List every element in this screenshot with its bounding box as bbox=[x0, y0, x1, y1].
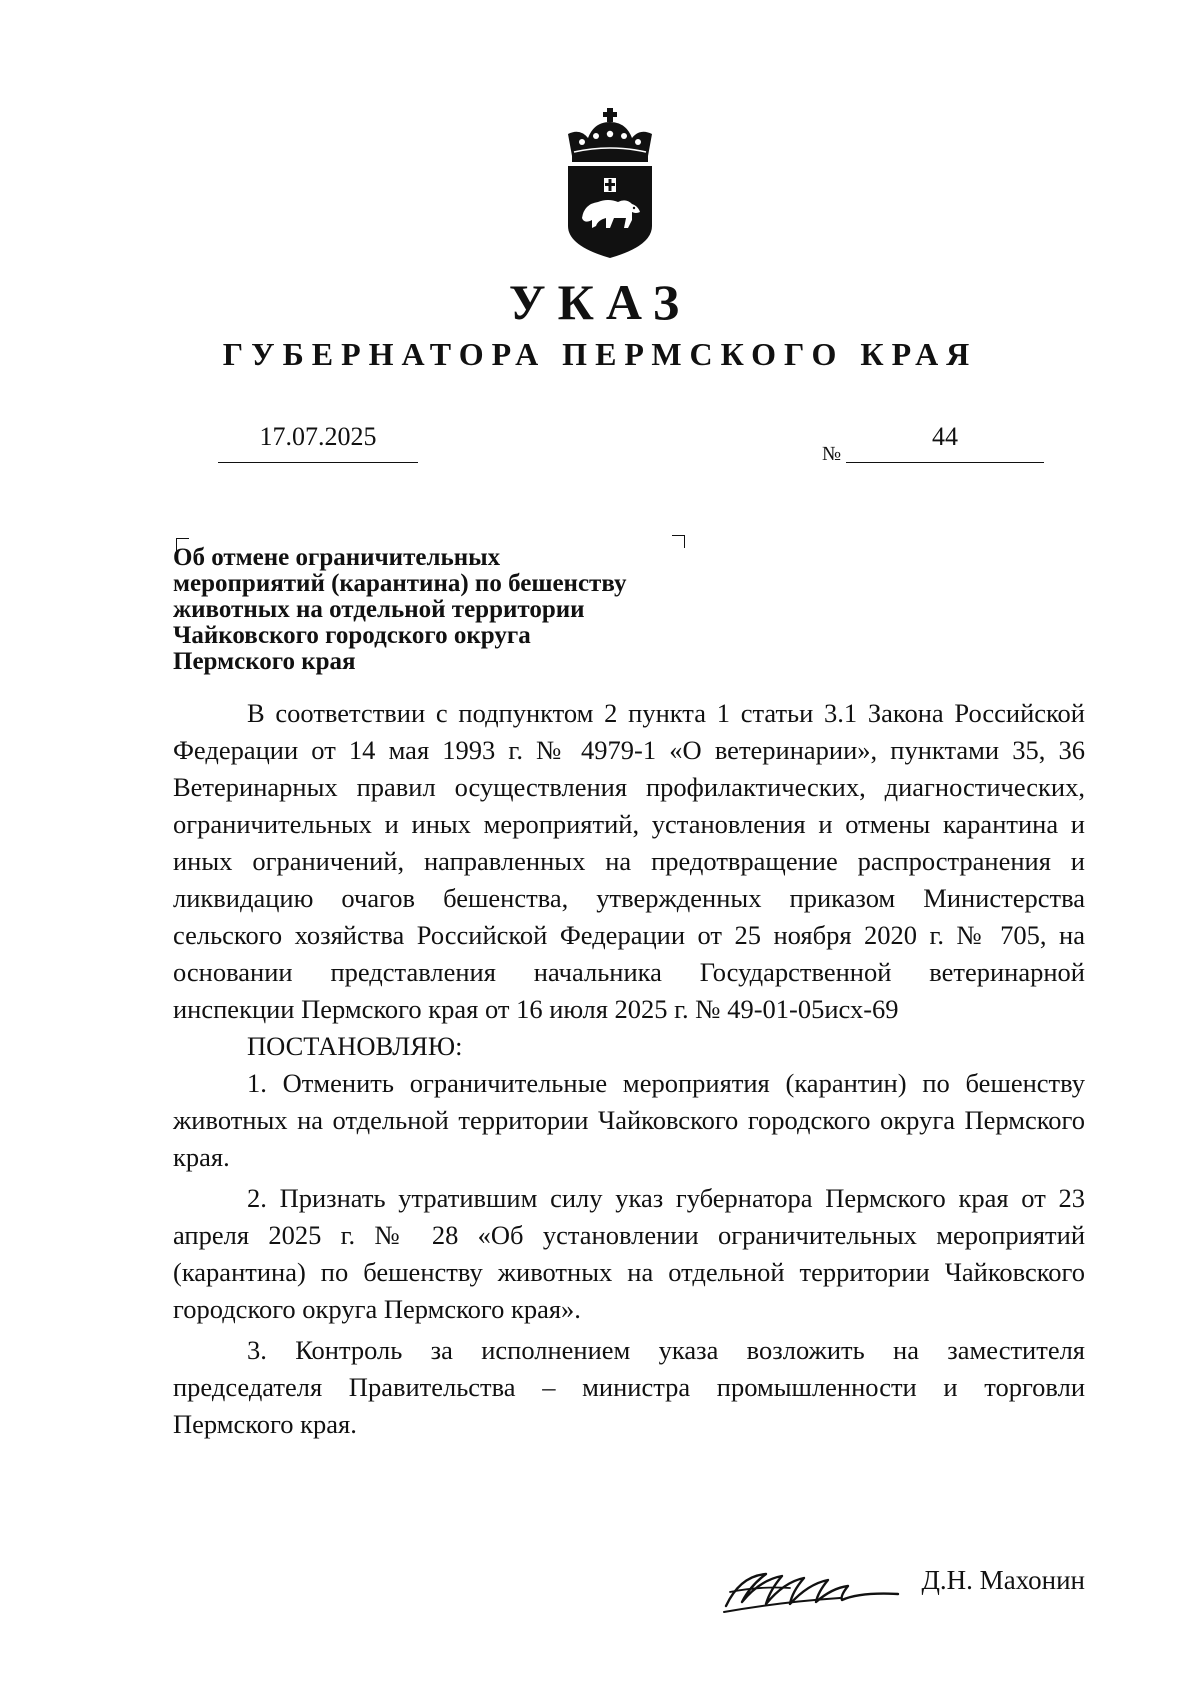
item-3-paragraph: 3. Контроль за исполнением указа возложить на заместителя председателя Правительства – министра промышленности и торговли Пермского края. bbox=[173, 1335, 1085, 1439]
decree-word: ПОСТАНОВЛЯЮ: bbox=[247, 1031, 463, 1061]
number-underline bbox=[846, 462, 1044, 463]
subject-line: мероприятий (карантина) по бешенству bbox=[173, 570, 627, 597]
subject-line: Пермского края bbox=[173, 648, 356, 675]
decree-body bbox=[173, 695, 1085, 1443]
decree-subject bbox=[173, 545, 733, 675]
item-2-paragraph: 2. Признать утратившим силу указ губернатора Пермского края от 23 апреля 2025 г. № 28 «Об установлении ограничительных мероприятий (карантина) по бешенству животных на отдельной территории Чайковского городского округа Пермского края». bbox=[173, 1183, 1085, 1324]
date-underline bbox=[218, 462, 418, 463]
perm-krai-coat-of-arms-icon bbox=[562, 108, 658, 260]
document-title: УКАЗ bbox=[508, 274, 692, 330]
handwritten-signature-icon bbox=[720, 1562, 900, 1620]
item-1-paragraph: 1. Отменить ограничительные мероприятия (карантин) по бешенству животных на отдельной территории Чайковского городского округа Пермского края. bbox=[173, 1068, 1085, 1172]
preamble-paragraph: В соответствии с подпунктом 2 пункта 1 статьи 3.1 Закона Российской Федерации от 14 мая 1993 г. № 4979-1 «О ветеринарии», пунктами 35, 36 Ветеринарных правил осуществления профилактических, диагностических, ограничительных и иных мероприятий, установления и отмены карантина и иных ограничений, направленных на предотвращение распространения и ликвидацию очагов бешенства, утвержденных приказом Министерства сельского хозяйства Российской Федерации от 25 ноября 2020 г. № 705, на основании представления начальника Государственной ветеринарной инспекции Пермского края от 16 июля 2025 г. № 49-01-05исх-69 bbox=[173, 698, 1085, 1024]
number-sign: № bbox=[822, 443, 842, 465]
document-issuer: ГУБЕРНАТОРА ПЕРМСКОГО КРАЯ bbox=[222, 336, 978, 372]
subject-line: Об отмене ограничительных bbox=[173, 544, 501, 571]
subject-line: Чайковского городского округа bbox=[173, 622, 531, 649]
decree-date: 17.07.2025 bbox=[259, 422, 377, 451]
signer-name: Д.Н. Махонин bbox=[921, 1565, 1085, 1595]
decree-number: 44 bbox=[932, 422, 958, 451]
subject-line: животных на отдельной территории bbox=[173, 596, 585, 623]
